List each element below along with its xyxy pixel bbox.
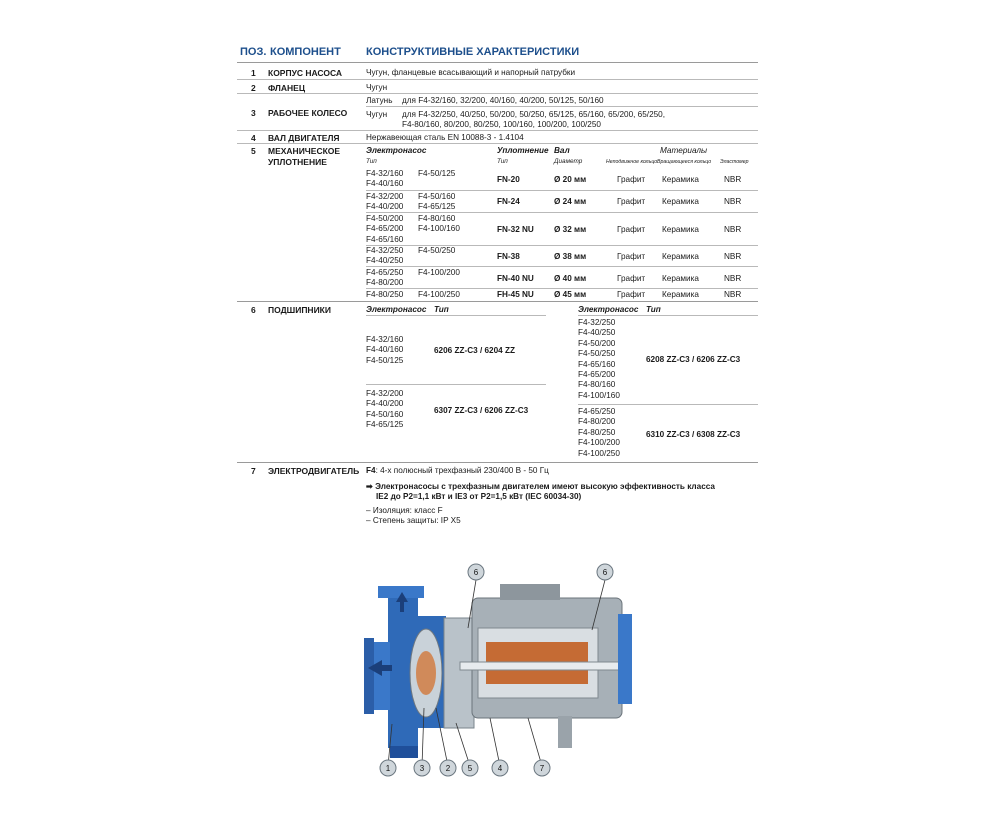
model: F4-80/160 bbox=[578, 380, 616, 390]
row2-name: ФЛАНЕЦ bbox=[268, 83, 306, 93]
row3-subrule bbox=[366, 106, 758, 107]
model: F4-65/160 bbox=[578, 359, 616, 369]
model: F4-100/200 bbox=[578, 438, 620, 448]
row6-h-type-left: Тип bbox=[434, 305, 449, 314]
model: F4-80/200 bbox=[578, 417, 616, 427]
model: F4-50/125 bbox=[366, 355, 404, 365]
row6-right-rule bbox=[578, 315, 758, 316]
row6-h-type-right: Тип bbox=[646, 305, 661, 314]
group-rule bbox=[366, 266, 758, 267]
row5-h-materials: Материалы bbox=[660, 146, 708, 155]
seal-elastomer: NBR bbox=[724, 252, 742, 261]
row-rule bbox=[237, 462, 758, 463]
callout-1 bbox=[380, 760, 396, 776]
model: F4-100/200 bbox=[418, 268, 460, 277]
row5-h-elast: Эластомер bbox=[720, 159, 749, 165]
row3-line2-text: для F4-32/250, 40/250, 50/200, 50/250, 65/125, 65/160, 65/200, 65/250, bbox=[402, 110, 666, 119]
seal-models-left bbox=[366, 214, 403, 245]
seal-type: FH-45 NU bbox=[497, 290, 534, 299]
row6-num: 6 bbox=[251, 305, 256, 315]
row2-num: 2 bbox=[251, 83, 256, 93]
row5-h-seal: Уплотнение bbox=[497, 146, 549, 155]
bearing-models bbox=[578, 407, 620, 459]
model: F4-32/250 bbox=[366, 246, 404, 255]
seal-type: FN-32 NU bbox=[497, 225, 534, 234]
row5-name2: УПЛОТНЕНИЕ bbox=[268, 157, 327, 167]
model: F4-50/160 bbox=[418, 192, 456, 201]
row5-h-shaft: Вал bbox=[554, 146, 570, 155]
header-component: КОМПОНЕНТ bbox=[270, 46, 341, 58]
model: F4-100/250 bbox=[418, 290, 460, 299]
seal-fixed-ring: Графит bbox=[617, 175, 646, 184]
seal-rotating-ring: Керамика bbox=[662, 175, 699, 184]
row3-num: 3 bbox=[251, 108, 256, 118]
row5-name1: МЕХАНИЧЕСКОЕ bbox=[268, 146, 341, 156]
seal-rotating-ring: Керамика bbox=[662, 274, 699, 283]
row-rule bbox=[237, 79, 758, 80]
seal-models-left bbox=[366, 246, 403, 267]
seal-type: FN-40 NU bbox=[497, 274, 534, 283]
seal-models-left bbox=[366, 268, 403, 289]
row6-h-pump-left: Электронасос bbox=[366, 305, 427, 314]
seal-diameter: Ø 20 мм bbox=[554, 175, 587, 184]
model: F4-65/160 bbox=[366, 234, 404, 244]
row6-name: ПОДШИПНИКИ bbox=[268, 305, 331, 315]
row5-h-pump: Электронасос bbox=[366, 146, 427, 155]
model: F4-100/160 bbox=[418, 224, 460, 234]
model: F4-32/160 bbox=[366, 169, 404, 178]
model: F4-50/160 bbox=[366, 409, 404, 419]
header-rule bbox=[237, 62, 758, 63]
seal-models-right bbox=[418, 214, 460, 235]
group-rule bbox=[366, 288, 758, 289]
row3-name: РАБОЧЕЕ КОЛЕСО bbox=[268, 108, 348, 118]
callout-3 bbox=[414, 760, 430, 776]
seal-fixed-ring: Графит bbox=[617, 290, 646, 299]
model: F4-65/250 bbox=[366, 268, 404, 277]
header-pos: ПОЗ. bbox=[240, 46, 267, 58]
model: F4-40/250 bbox=[366, 256, 404, 266]
group-rule bbox=[366, 190, 758, 191]
model: F4-40/200 bbox=[366, 202, 404, 212]
callout-label: 7 bbox=[539, 764, 545, 773]
seal-elastomer: NBR bbox=[724, 175, 742, 184]
group-rule bbox=[366, 212, 758, 213]
callout-6-right bbox=[597, 564, 613, 580]
callout-label: 2 bbox=[445, 764, 451, 773]
model: F4-32/200 bbox=[366, 389, 404, 398]
model: F4-32/250 bbox=[578, 318, 616, 327]
model: F4-32/200 bbox=[366, 192, 404, 201]
bearing-rule bbox=[578, 404, 758, 405]
row1-name: КОРПУС НАСОСА bbox=[268, 68, 343, 78]
row7-insulation: – Изоляция: класс F bbox=[366, 506, 443, 515]
bearing-rule bbox=[366, 384, 546, 385]
pump-cutaway-diagram bbox=[360, 558, 660, 783]
seal-type: FN-20 bbox=[497, 175, 520, 184]
seal-models-right bbox=[418, 246, 455, 256]
row3-line1-mat: Латунь bbox=[366, 96, 393, 105]
seal-elastomer: NBR bbox=[724, 274, 742, 283]
row5-h-type: Тип bbox=[366, 158, 377, 165]
impeller bbox=[410, 629, 442, 717]
model: F4-50/200 bbox=[578, 338, 616, 348]
row1-num: 1 bbox=[251, 68, 256, 78]
seal-diameter: Ø 38 мм bbox=[554, 252, 587, 261]
seal-diameter: Ø 24 мм bbox=[554, 197, 587, 206]
row7-motor-line bbox=[366, 466, 549, 475]
callout-6-left bbox=[468, 564, 484, 580]
arrow-icon: ➡ bbox=[366, 482, 373, 491]
row2-text: Чугун bbox=[366, 83, 388, 92]
model: F4-100/250 bbox=[578, 448, 620, 458]
row5-h-diam: Диаметр bbox=[554, 158, 583, 165]
row7-eff2: IE2 до P2=1,1 кВт и IE3 от P2=1,5 кВт (IEC 60034-30) bbox=[376, 492, 582, 501]
seal-rotating-ring: Керамика bbox=[662, 197, 699, 206]
model: F4-65/125 bbox=[366, 420, 404, 430]
row3-line2-mat: Чугун bbox=[366, 110, 388, 119]
row-rule bbox=[237, 143, 758, 144]
row1-text: Чугун, фланцевые всасывающий и напорный патрубки bbox=[366, 68, 576, 77]
seal-models-right bbox=[418, 192, 455, 213]
row3-line3-text: F4-80/160, 80/200, 80/250, 100/160, 100/200, 100/250 bbox=[402, 120, 601, 129]
seal-type: FN-24 bbox=[497, 197, 520, 206]
seal-models-left bbox=[366, 192, 403, 213]
seal-elastomer: NBR bbox=[724, 197, 742, 206]
row-rule bbox=[237, 93, 758, 94]
model: F4-50/200 bbox=[366, 214, 404, 223]
row-rule bbox=[237, 130, 758, 131]
row5-h-type2: Тип bbox=[497, 158, 508, 165]
row7-efficiency-line1 bbox=[366, 481, 715, 491]
seal-elastomer: NBR bbox=[724, 290, 742, 299]
seal-models-right bbox=[418, 169, 455, 179]
callout-label: 4 bbox=[497, 764, 503, 773]
model: F4-65/125 bbox=[418, 202, 456, 212]
row3-line1-text: для F4-32/160, 32/200, 40/160, 40/200, 50/125, 50/160 bbox=[402, 96, 604, 105]
seal-diameter: Ø 45 мм bbox=[554, 290, 587, 299]
seal-elastomer: NBR bbox=[724, 225, 742, 234]
callout-5 bbox=[462, 760, 478, 776]
row5-h-fixed: Неподвижное кольцо bbox=[606, 159, 658, 165]
row5-h-rot: Вращающееся кольцо bbox=[657, 159, 712, 165]
bearing-models bbox=[578, 318, 620, 401]
model: F4-40/250 bbox=[578, 328, 616, 338]
callout-label: 3 bbox=[419, 764, 425, 773]
callout-label: 5 bbox=[467, 764, 473, 773]
seal-fixed-ring: Графит bbox=[617, 274, 646, 283]
bearing-type: 6307 ZZ-C3 / 6206 ZZ-C3 bbox=[434, 406, 529, 415]
callout-2 bbox=[440, 760, 456, 776]
seal-diameter: Ø 32 мм bbox=[554, 225, 587, 234]
header-characteristics: КОНСТРУКТИВНЫЕ ХАРАКТЕРИСТИКИ bbox=[366, 46, 580, 58]
seal-rotating-ring: Керамика bbox=[662, 225, 699, 234]
seal-fixed-ring: Графит bbox=[617, 252, 646, 261]
row-rule bbox=[237, 301, 758, 302]
callout-4 bbox=[492, 760, 508, 776]
row5-num: 5 bbox=[251, 146, 256, 156]
bearing-type: 6208 ZZ-C3 / 6206 ZZ-C3 bbox=[646, 355, 741, 364]
model: F4-80/200 bbox=[366, 278, 404, 288]
model: F4-50/125 bbox=[418, 169, 456, 178]
flange bbox=[444, 618, 474, 728]
callout-label: 1 bbox=[385, 764, 391, 773]
seal-models-left bbox=[366, 169, 403, 190]
seal-diameter: Ø 40 мм bbox=[554, 274, 587, 283]
model: F4-65/250 bbox=[578, 407, 616, 416]
row4-num: 4 bbox=[251, 133, 256, 143]
row7-eff1: Электронасосы с трехфазным двигателем имеют высокую эффективность класса bbox=[375, 482, 715, 491]
seal-type: FN-38 bbox=[497, 252, 520, 261]
model: F4-32/160 bbox=[366, 335, 404, 344]
model: F4-65/200 bbox=[578, 370, 616, 380]
row7-motor: : 4-х полюсный трехфазный 230/400 В - 50 Гц bbox=[375, 466, 549, 475]
row7-name: ЭЛЕКТРОДВИГАТЕЛЬ bbox=[268, 466, 360, 476]
model: F4-100/160 bbox=[578, 390, 620, 400]
model: F4-50/250 bbox=[578, 349, 616, 359]
motor-body bbox=[460, 584, 632, 748]
seal-fixed-ring: Графит bbox=[617, 225, 646, 234]
seal-models-right bbox=[418, 268, 460, 278]
callout-label: 6 bbox=[602, 568, 608, 577]
bearing-models bbox=[366, 335, 403, 366]
callout-label: 6 bbox=[473, 568, 479, 577]
model: F4-40/160 bbox=[366, 345, 404, 355]
model: F4-80/250 bbox=[366, 290, 404, 299]
model: F4-40/160 bbox=[366, 179, 404, 189]
model: F4-50/250 bbox=[418, 246, 456, 255]
seal-rotating-ring: Керамика bbox=[662, 252, 699, 261]
callout-7 bbox=[534, 760, 550, 776]
row4-text: Нержавеющая сталь EN 10088-3 - 1.4104 bbox=[366, 133, 524, 142]
bearing-type: 6206 ZZ-C3 / 6204 ZZ bbox=[434, 346, 515, 355]
model: F4-80/160 bbox=[418, 214, 456, 223]
bearing-models bbox=[366, 389, 403, 431]
row6-left-rule bbox=[366, 315, 546, 316]
row4-name: ВАЛ ДВИГАТЕЛЯ bbox=[268, 133, 340, 143]
seal-fixed-ring: Графит bbox=[617, 197, 646, 206]
seal-rotating-ring: Керамика bbox=[662, 290, 699, 299]
row7-num: 7 bbox=[251, 466, 256, 476]
row6-h-pump-right: Электронасос bbox=[578, 305, 639, 314]
row7-protection: – Степень защиты: IP X5 bbox=[366, 516, 461, 525]
bearing-type: 6310 ZZ-C3 / 6308 ZZ-C3 bbox=[646, 430, 741, 439]
model: F4-80/250 bbox=[578, 427, 616, 437]
row7-f4: F4 bbox=[366, 466, 376, 475]
model: F4-65/200 bbox=[366, 224, 404, 234]
model: F4-40/200 bbox=[366, 399, 404, 409]
